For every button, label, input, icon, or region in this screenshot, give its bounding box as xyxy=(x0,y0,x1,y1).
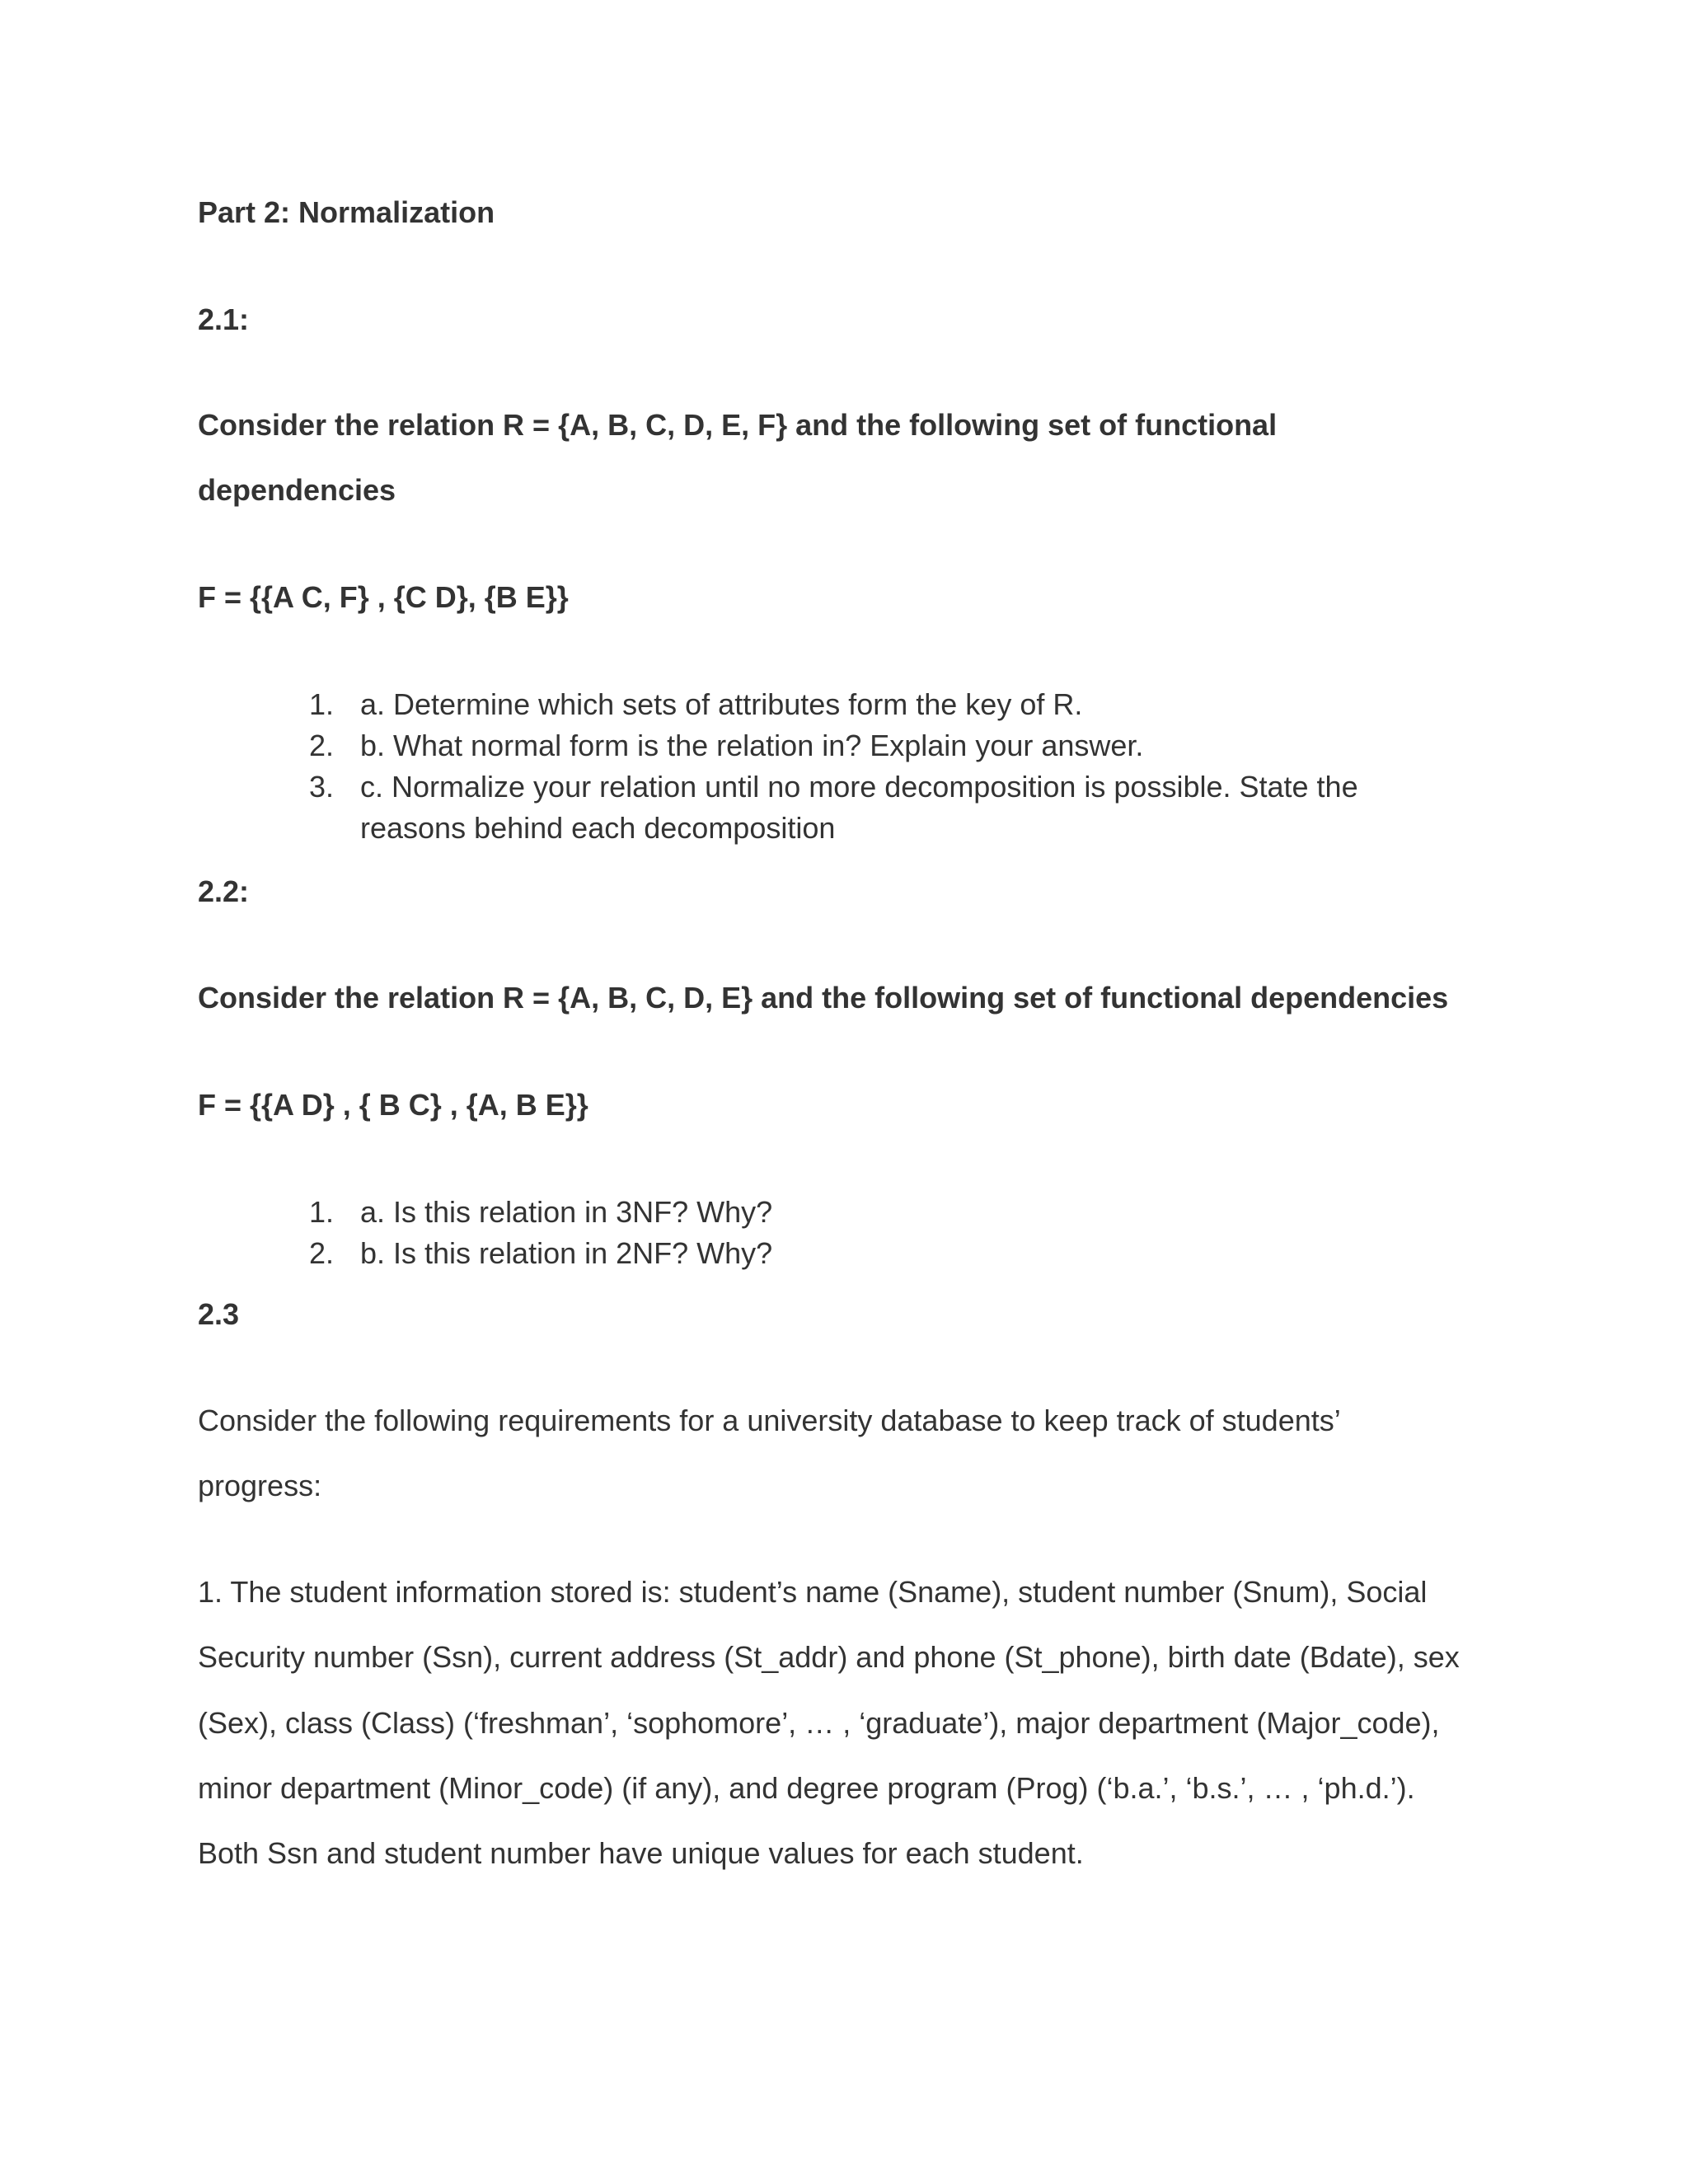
list-item-text: c. Normalize your relation until no more decomposition is possible. State the xyxy=(360,770,1358,804)
list-item-text: a. Is this relation in 3NF? Why? xyxy=(360,1195,773,1229)
list-item-text: b. What normal form is the relation in? Explain your answer. xyxy=(360,729,1144,762)
section-2-1-fds: F = {{A C, F} , {C D}, {B E}} xyxy=(198,580,569,614)
list-item-number: 3. xyxy=(309,770,335,804)
section-2-3-intro-line2: progress: xyxy=(198,1469,322,1502)
requirement-line: Security number (Ssn), current address (St_addr) and phone (St_phone), birth date (Bdate), sex xyxy=(198,1640,1460,1674)
requirement-line: minor department (Minor_code) (if any), and degree program (Prog) (‘b.a.’, ‘b.s.’, … , ‘ph.d.’). xyxy=(198,1771,1415,1805)
list-item-text: a. Determine which sets of attributes form the key of R. xyxy=(360,687,1083,721)
section-2-2-intro: Consider the relation R = {A, B, C, D, E} and the following set of functional dependencies xyxy=(198,981,1449,1015)
section-2-3-heading: 2.3 xyxy=(198,1297,240,1331)
requirement-line: (Sex), class (Class) (‘freshman’, ‘sophomore’, … , ‘graduate’), major department (Major_code), xyxy=(198,1706,1440,1740)
requirement-line: Both Ssn and student number have unique values for each student. xyxy=(198,1836,1084,1870)
list-item-text-continuation: reasons behind each decomposition xyxy=(360,811,836,845)
part-title: Part 2: Normalization xyxy=(198,195,495,229)
list-item-number: 2. xyxy=(309,729,335,762)
section-2-2-fds: F = {{A D} , { B C} , {A, B E}} xyxy=(198,1088,588,1122)
section-2-2-heading: 2.2: xyxy=(198,874,250,908)
list-item-number: 2. xyxy=(309,1236,335,1270)
section-2-1-intro-line1: Consider the relation R = {A, B, C, D, E, F} and the following set of functional xyxy=(198,408,1278,442)
section-2-1-intro-line2: dependencies xyxy=(198,473,396,507)
list-item-number: 1. xyxy=(309,1195,335,1229)
requirement-line: 1. The student information stored is: student’s name (Sname), student number (Snum), Social xyxy=(198,1575,1428,1609)
list-item-number: 1. xyxy=(309,687,335,721)
list-item-text: b. Is this relation in 2NF? Why? xyxy=(360,1236,773,1270)
section-2-1-heading: 2.1: xyxy=(198,302,250,336)
section-2-3-intro-line1: Consider the following requirements for a university database to keep track of students’ xyxy=(198,1404,1341,1437)
